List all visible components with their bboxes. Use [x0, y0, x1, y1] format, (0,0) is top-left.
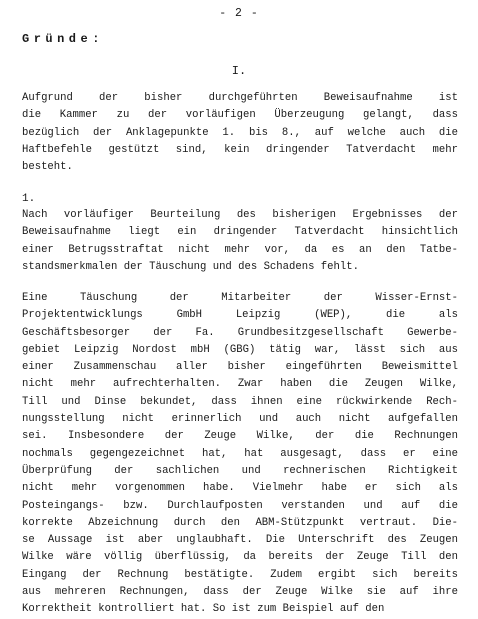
text-line: se Aussage ist aber unglaubhaft. Die Unterschrift des Zeugen — [22, 534, 458, 547]
paragraph-3 — [22, 290, 458, 619]
text-line: Überprüfung der sachlichen und rechnerischen Richtigkeit — [22, 464, 458, 477]
text-line: Wilke wäre völlig überflüssig, da bereits der Zeuge Till den — [22, 551, 458, 564]
text-line: Eingang der Rechnung bestätigte. Zudem ergibt sich bereits — [22, 568, 458, 581]
text-line: aus mehreren Rechnungen, dass der Zeuge Wilke sie auf ihre — [22, 586, 458, 599]
text-line: Nach vorläufiger Beurteilung des bisherigen Ergebnisses der — [22, 209, 458, 221]
text-line: nungsstellung nicht erinnerlich und auch nicht aufgefallen — [22, 413, 458, 426]
text-line: Haftbefehle gestützt sind, kein dringender Tatverdacht mehr — [22, 143, 458, 156]
text-line: die Kammer zu der vorläufigen Überzeugung gelangt, dass — [22, 109, 458, 122]
text-line: besteht. — [22, 161, 73, 174]
section-heading: Gründe: — [22, 32, 104, 46]
text-line: sei. Insbesondere der Zeuge Wilke, der die Rechnungen — [22, 430, 458, 443]
text-line: Projektentwicklungs GmbH Leipzig (WEP), die als — [22, 309, 458, 322]
subsection-number: 1. — [22, 193, 36, 205]
text-line: nicht mehr aufrechterhalten. Zwar haben die Zeugen Wilke, — [22, 378, 458, 391]
text-line: nicht mehr vorgenommen habe. Vielmehr habe er sich als — [22, 482, 458, 495]
text-line: nochmals gegengezeichnet hat, hat ausgesagt, dass er eine — [22, 447, 458, 460]
text-line: gebiet Leipzig Nordost mbH (GBG) tätig war, lässt sich aus — [22, 343, 458, 356]
text-line: Till und Dinse bekundet, dass ihnen eine rückwirkende Rech- — [22, 395, 458, 408]
page-number: - 2 - — [219, 7, 259, 20]
text-line: standsmerkmalen der Täuschung und des Schadens fehlt. — [22, 260, 359, 273]
paragraph-2 — [22, 207, 458, 276]
text-line: einer Betrugsstraftat nicht mehr vor, da es an den Tatbe- — [22, 243, 458, 256]
paragraph-1 — [22, 90, 458, 176]
text-line: Korrektheit kontrolliert hat. So ist zum Beispiel auf den — [22, 603, 385, 616]
text-line: bezüglich der Anklagepunkte 1. bis 8., auf welche auch die — [22, 126, 458, 139]
text-line: Beweisaufnahme liegt ein dringender Tatverdacht hinsichtlich — [22, 226, 458, 239]
text-line: korrekte Abzeichnung durch den ABM-Stützpunkt vertraut. Die- — [22, 516, 458, 529]
text-line: einer Zusammenschau aller bisher eingeführten Beweismittel — [22, 361, 458, 374]
text-line: Eine Täuschung der Mitarbeiter der Wisser-Ernst- — [22, 292, 458, 304]
text-line: Posteingangs- bzw. Durchlaufposten verstanden und auf die — [22, 499, 458, 512]
text-line: Geschäftsbesorger der Fa. Grundbesitzgesellschaft Gewerbe- — [22, 326, 458, 339]
text-line: Aufgrund der bisher durchgeführten Beweisaufnahme ist — [22, 92, 458, 104]
roman-section-number: I. — [231, 64, 247, 78]
